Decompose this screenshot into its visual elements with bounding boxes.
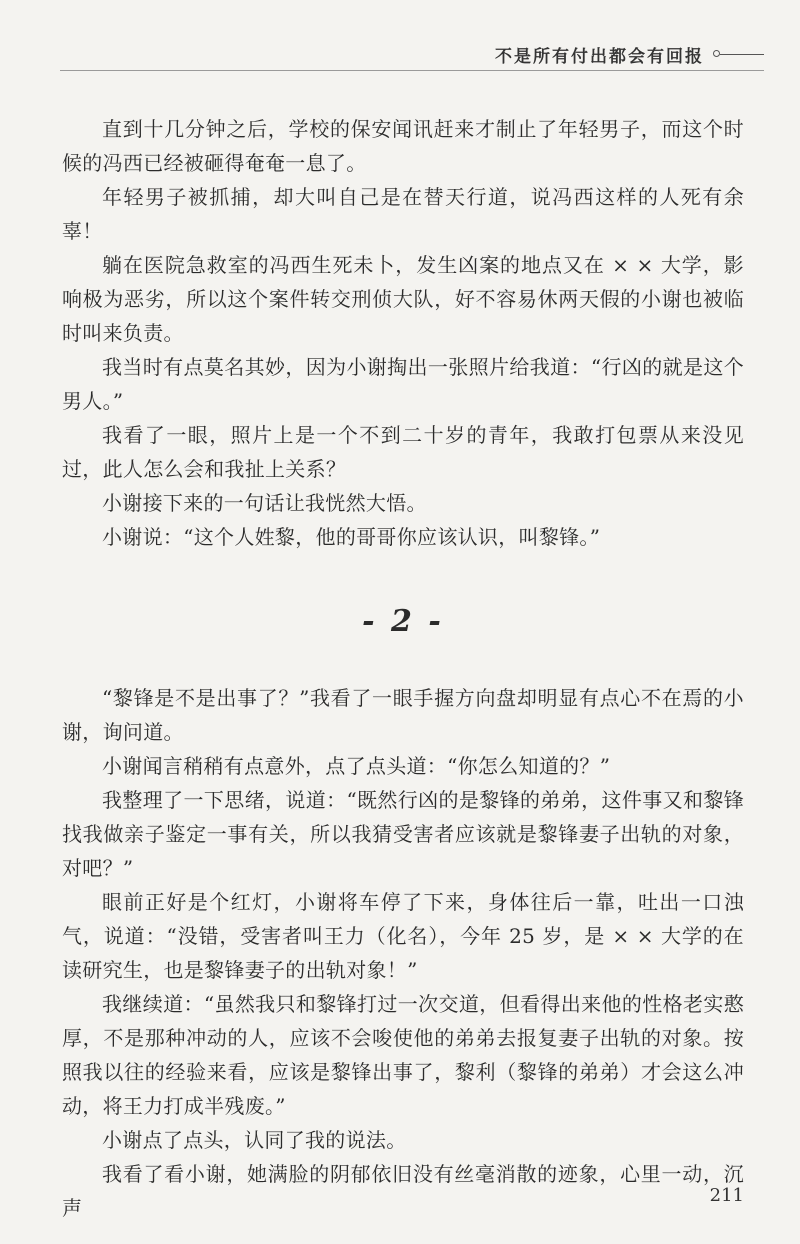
paragraph: 年轻男子被抓捕，却大叫自己是在替天行道，说冯西这样的人死有余辜！ — [62, 185, 744, 243]
paragraph: “黎锋是不是出事了？”我看了一眼手握方向盘却明显有点心不在焉的小谢，询问道。 — [62, 686, 744, 744]
paragraph: 小谢点了点头，认同了我的说法。 — [102, 1128, 407, 1152]
body-text — [62, 112, 744, 1225]
paragraph: 小谢说：“这个人姓黎，他的哥哥你应该认识，叫黎锋。” — [102, 525, 601, 549]
header-ornament-dot — [713, 50, 720, 57]
paragraph: 我当时有点莫名其妙，因为小谢掏出一张照片给我道：“行凶的就是这个男人。” — [62, 355, 744, 413]
paragraph: 直到十几分钟之后，学校的保安闻讯赶来才制止了年轻男子，而这个时候的冯西已经被砸得奄奄一息了。 — [62, 117, 744, 175]
header-title: 不是所有付出都会有回报 — [495, 47, 704, 67]
paragraph: 眼前正好是个红灯，小谢将车停了下来，身体往后一靠，吐出一口浊气，说道：“没错，受害者叫王力（化名），今年 25 岁，是 × × 大学的在读研究生，也是黎锋妻子的出轨对象！” — [62, 890, 744, 982]
paragraph: 我继续道：“虽然我只和黎锋打过一次交道，但看得出来他的性格老实憨厚，不是那种冲动的人，应该不会唆使他的弟弟去报复妻子出轨的对象。按照我以往的经验来看，应该是黎锋出事了，黎利（黎锋的弟弟）才会这么冲动，将王力打成半残废。” — [62, 992, 744, 1118]
paragraph: 躺在医院急救室的冯西生死未卜，发生凶案的地点又在 × × 大学，影响极为恶劣，所以这个案件转交刑侦大队，好不容易休两天假的小谢也被临时叫来负责。 — [62, 253, 744, 345]
paragraph: 我看了看小谢，她满脸的阴郁依旧没有丝毫消散的迹象，心里一动，沉声 — [62, 1162, 744, 1220]
paragraph: 小谢闻言稍稍有点意外，点了点头道：“你怎么知道的？” — [102, 754, 611, 778]
running-header — [60, 36, 764, 70]
paragraph: 我看了一眼，照片上是一个不到二十岁的青年，我敢打包票从来没见过，此人怎么会和我扯上关系？ — [62, 423, 744, 481]
header-divider — [60, 70, 764, 71]
section-number: - 2 - — [362, 604, 444, 639]
paragraph: 我整理了一下思绪，说道：“既然行凶的是黎锋的弟弟，这件事又和黎锋找我做亲子鉴定一事有关，所以我猜受害者应该就是黎锋妻子出轨的对象，对吧？” — [62, 788, 744, 880]
page-number: 211 — [709, 1185, 744, 1206]
paragraph: 小谢接下来的一句话让我恍然大悟。 — [102, 491, 427, 515]
header-ornament-rule — [720, 54, 764, 55]
